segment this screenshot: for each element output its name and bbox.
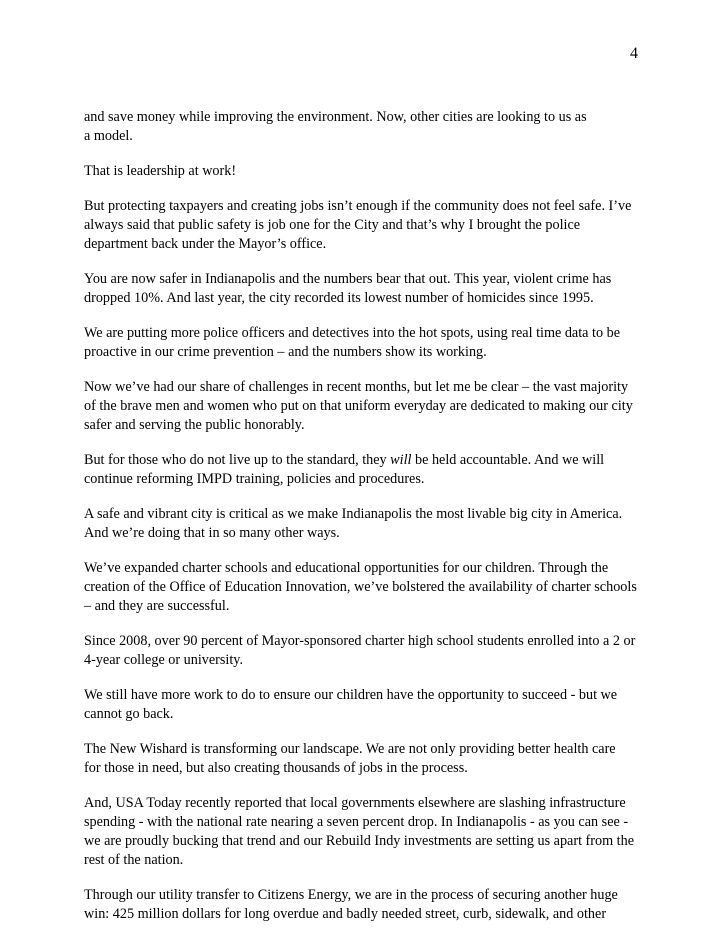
paragraph — [84, 794, 650, 870]
document-body — [84, 108, 650, 940]
text-line: safer and serving the public honorably. — [84, 417, 305, 433]
paragraph — [84, 505, 650, 543]
text-line: We are putting more police officers and detectives into the hot spots, using real time data to be — [84, 325, 620, 341]
text-line: always said that public safety is job one for the City and that’s why I brought the police — [84, 217, 581, 233]
text-line: Through our utility transfer to Citizens Energy, we are in the process of securing another huge — [84, 887, 618, 903]
text-line: spending - with the national rate nearing a seven percent drop. In Indianapolis - as you can see - — [84, 814, 629, 830]
text-line: Now we’ve had our share of challenges in recent months, but let me be clear – the vast majority — [84, 379, 629, 395]
paragraph — [84, 197, 650, 254]
paragraph — [84, 886, 650, 924]
text-line: rest of the nation. — [84, 852, 184, 868]
emphasis-will: will — [390, 452, 412, 468]
paragraph — [84, 740, 650, 778]
text-line: a model. — [84, 128, 133, 144]
text-line: But protecting taxpayers and creating jobs isn’t enough if the community does not feel safe. I’ve — [84, 198, 632, 214]
text-line: That is leadership at work! — [84, 163, 237, 179]
text-line: continue reforming IMPD training, policies and procedures. — [84, 471, 425, 487]
text-line: And we’re doing that in so many other ways. — [84, 525, 340, 541]
page-number: 4 — [630, 45, 638, 62]
text-line: proactive in our crime prevention – and the numbers show its working. — [84, 344, 487, 360]
paragraph — [84, 451, 650, 489]
text-line: and save money while improving the environment. Now, other cities are looking to us as — [84, 109, 587, 125]
paragraph — [84, 324, 650, 362]
text-line: The New Wishard is transforming our landscape. We are not only providing better health care — [84, 741, 616, 757]
text-line: We’ve expanded charter schools and educational opportunities for our children. Through the — [84, 560, 609, 576]
paragraph — [84, 378, 650, 435]
text-line: creation of the Office of Education Innovation, we’ve bolstered the availability of charter schools — [84, 579, 637, 595]
text-line: We still have more work to do to ensure our children have the opportunity to succeed - but we — [84, 687, 618, 703]
text-line: for those in need, but also creating thousands of jobs in the process. — [84, 760, 468, 776]
paragraph — [84, 108, 650, 146]
text-line: A safe and vibrant city is critical as we make Indianapolis the most livable big city in America. — [84, 506, 623, 522]
paragraph — [84, 632, 650, 670]
text-line: cannot go back. — [84, 706, 174, 722]
paragraph — [84, 162, 650, 181]
text-line: dropped 10%. And last year, the city recorded its lowest number of homicides since 1995. — [84, 290, 594, 306]
text-line: – and they are successful. — [84, 598, 230, 614]
text-line: Since 2008, over 90 percent of Mayor-sponsored charter high school students enrolled into a 2 or — [84, 633, 636, 649]
paragraph — [84, 686, 650, 724]
text-line: 4-year college or university. — [84, 652, 244, 668]
paragraph — [84, 270, 650, 308]
text-line: win: 425 million dollars for long overdue and badly needed street, curb, sidewalk, and other — [84, 906, 607, 922]
text-line: department back under the Mayor’s office. — [84, 236, 327, 252]
text-line: we are proudly bucking that trend and our Rebuild Indy investments are setting us apart from the — [84, 833, 635, 849]
text-line: You are now safer in Indianapolis and the numbers bear that out. This year, violent crime has — [84, 271, 612, 287]
paragraph — [84, 559, 650, 616]
text-line: And, USA Today recently reported that local governments elsewhere are slashing infrastructure — [84, 795, 626, 811]
text-line: of the brave men and women who put on that uniform everyday are dedicated to making our city — [84, 398, 633, 414]
text-line: But for those who do not live up to the standard, they will be held accountable. And we will — [84, 452, 605, 468]
